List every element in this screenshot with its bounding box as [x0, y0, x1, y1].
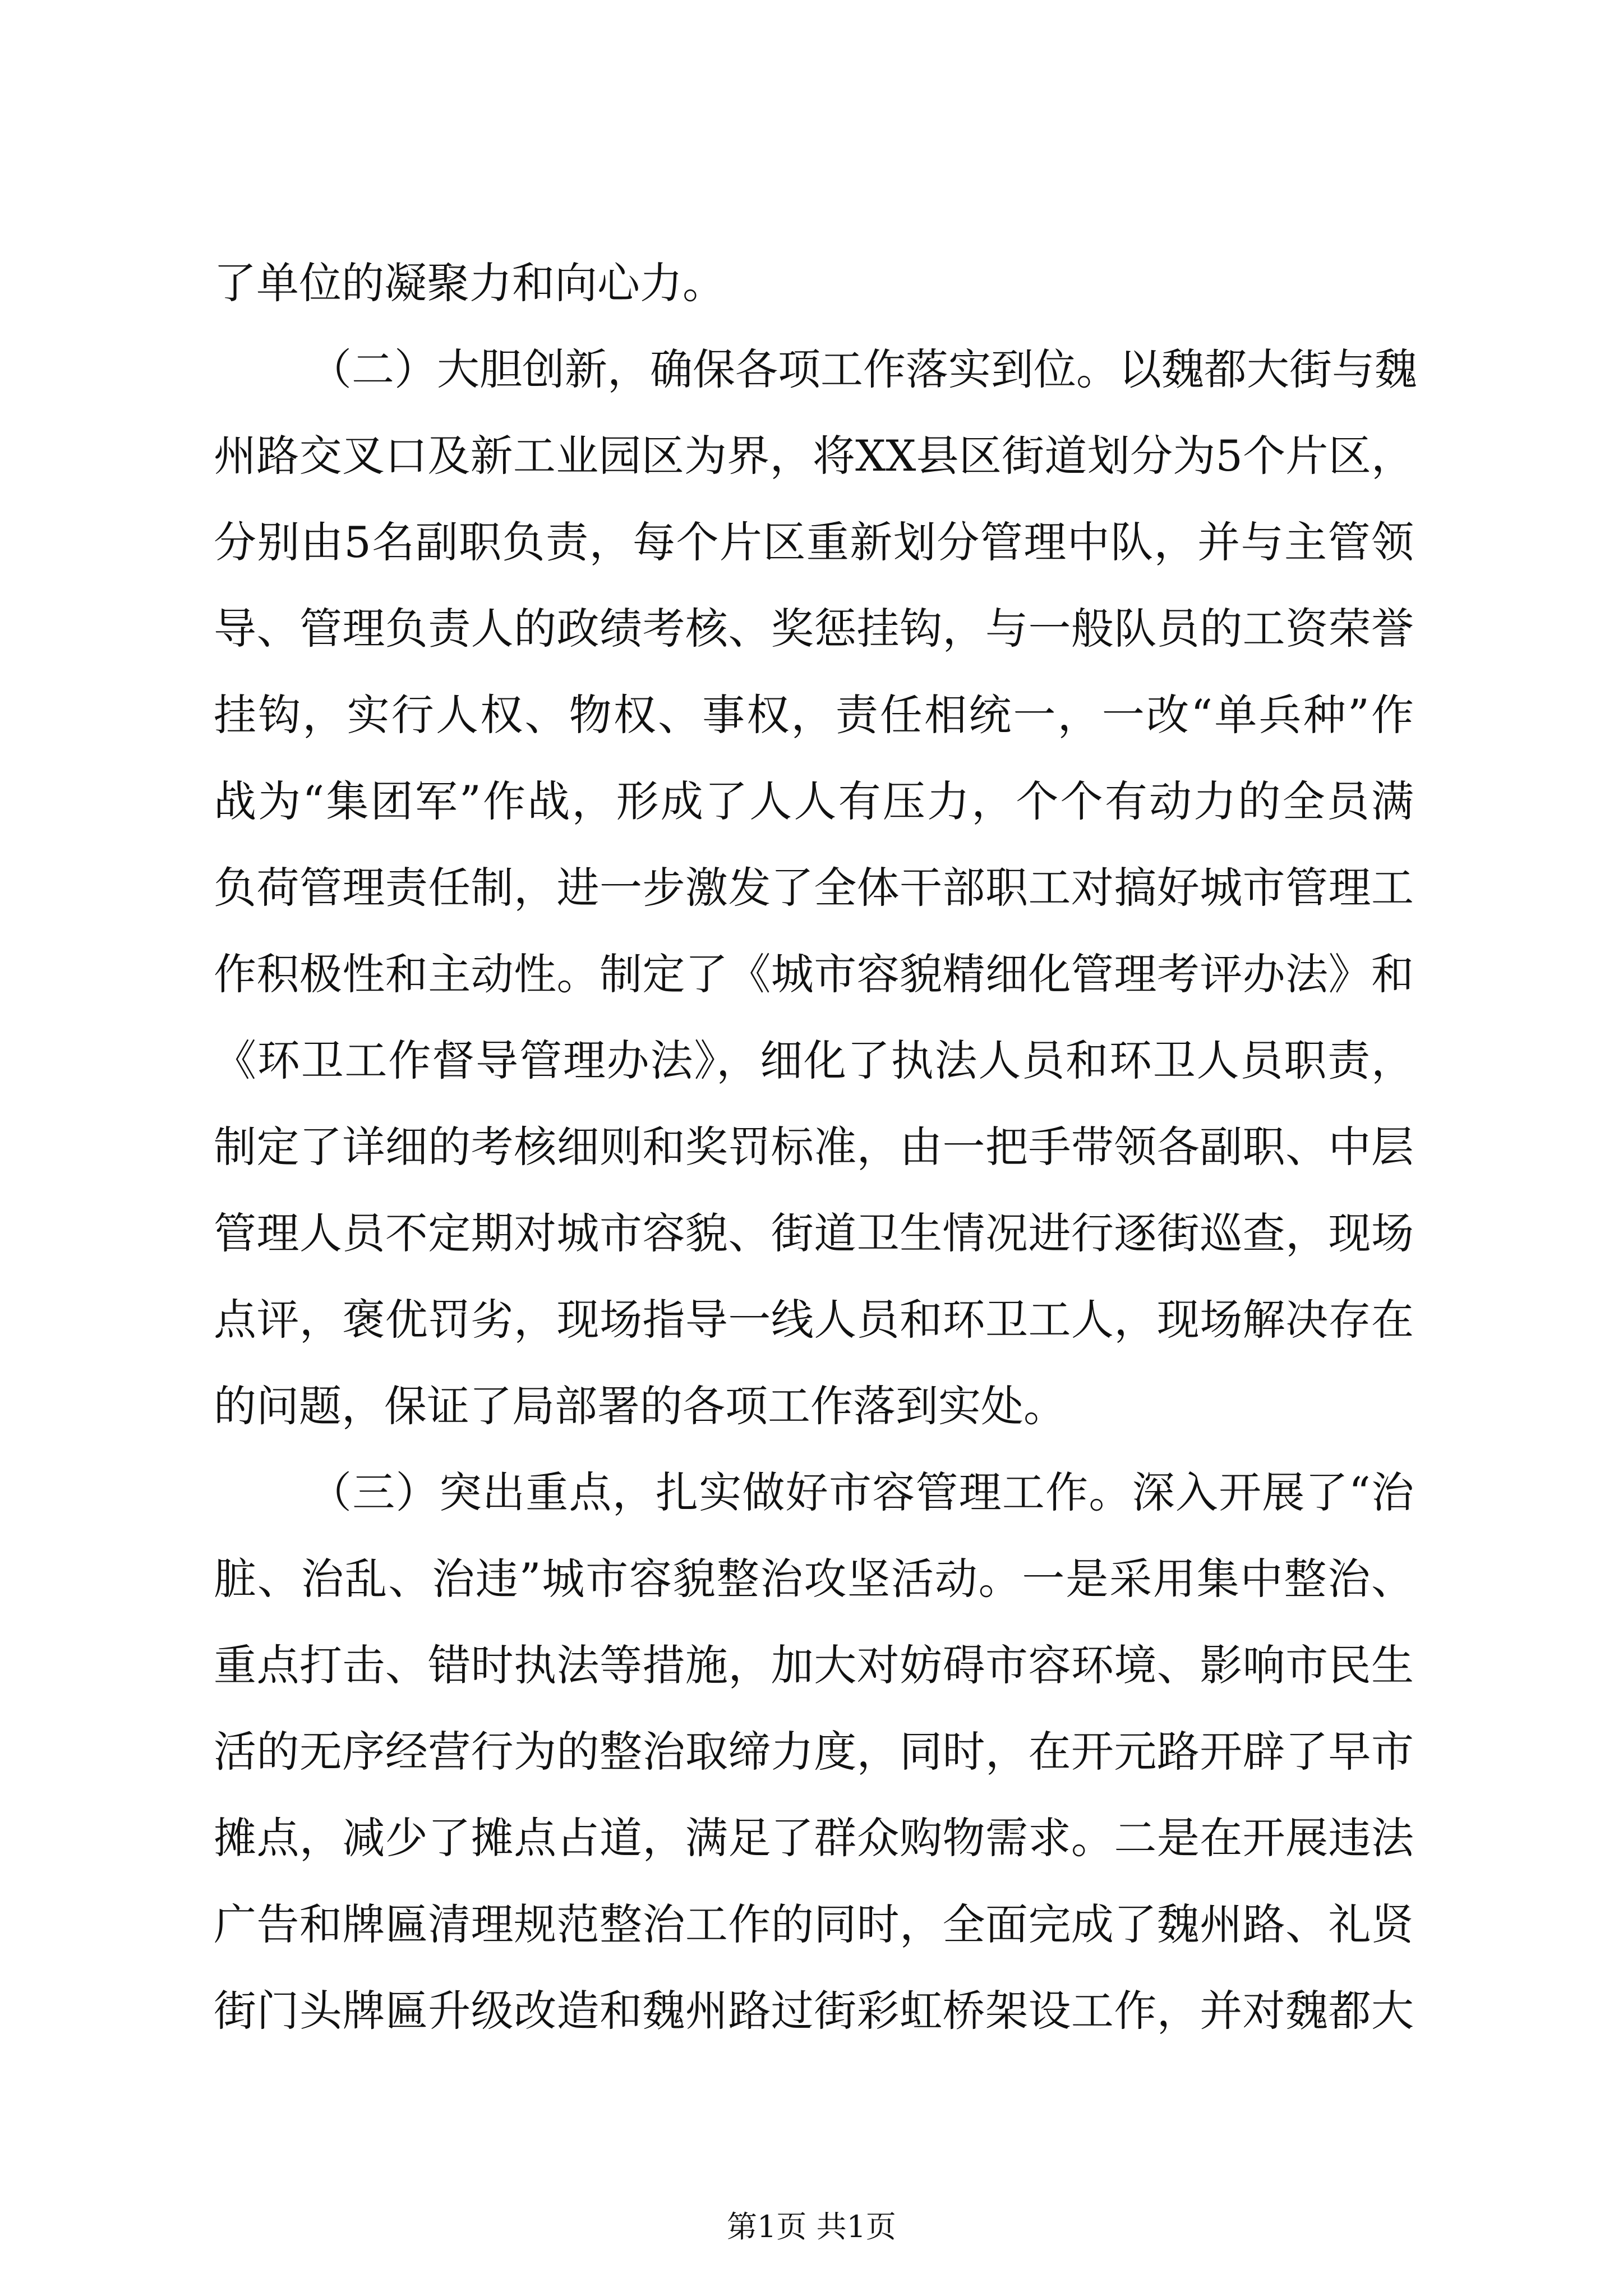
text-line: 作积极性和主动性。制定了《城市容貌精细化管理考评办法》和	[214, 949, 1414, 999]
text-line: 脏、治乱、治违”城市容貌整治攻坚活动。一是采用集中整治、	[214, 1554, 1414, 1604]
text-line: 战为“集团军”作战，形成了人人有压力，个个有动力的全员满	[214, 776, 1414, 826]
text-line: 管理人员不定期对城市容貌、街道卫生情况进行逐街巡查，现场	[214, 1208, 1414, 1258]
text-line: 《环卫工作督导管理办法》，细化了执法人员和环卫人员职责，	[214, 1036, 1414, 1085]
text-line: 活的无序经营行为的整治取缔力度，同时，在开元路开辟了早市	[214, 1727, 1414, 1777]
page-footer	[0, 2205, 1623, 2249]
text-line: 州路交叉口及新工业园区为界，将XX县区街道划分为5个片区，	[214, 431, 1414, 481]
text-line: 摊点，减少了摊点占道，满足了群众购物需求。二是在开展违法	[214, 1813, 1414, 1863]
text-line: 街门头牌匾升级改造和魏州路过街彩虹桥架设工作，并对魏都大	[214, 1986, 1414, 2036]
text-line: （三）突出重点，扎实做好市容管理工作。深入开展了“治	[309, 1467, 1414, 1517]
text-line: 广告和牌匾清理规范整治工作的同时，全面完成了魏州路、礼贤	[214, 1899, 1414, 1949]
text-line: 负荷管理责任制，进一步激发了全体干部职工对搞好城市管理工	[214, 863, 1414, 913]
text-line: 制定了详细的考核细则和奖罚标准，由一把手带领各副职、中层	[214, 1122, 1414, 1172]
text-line: 挂钩，实行人权、物权、事权，责任相统一，一改“单兵种”作	[214, 690, 1414, 740]
text-line: 的问题，保证了局部署的各项工作落到实处。	[214, 1381, 1066, 1431]
text-line: （二）大胆创新，确保各项工作落实到位。以魏都大街与魏	[309, 344, 1417, 394]
text-line: 点评，褒优罚劣，现场指导一线人员和环卫工人，现场解决存在	[214, 1295, 1414, 1345]
text-line: 导、管理负责人的政绩考核、奖惩挂钩，与一般队员的工资荣誉	[214, 604, 1414, 654]
text-line: 分别由5名副职负责，每个片区重新划分管理中队，并与主管领	[214, 517, 1414, 567]
page-number-label: 第1页 共1页	[727, 2209, 896, 2244]
text-line: 重点打击、错时执法等措施，加大对妨碍市容环境、影响市民生	[214, 1640, 1414, 1690]
text-line: 了单位的凝聚力和向心力。	[214, 258, 725, 308]
